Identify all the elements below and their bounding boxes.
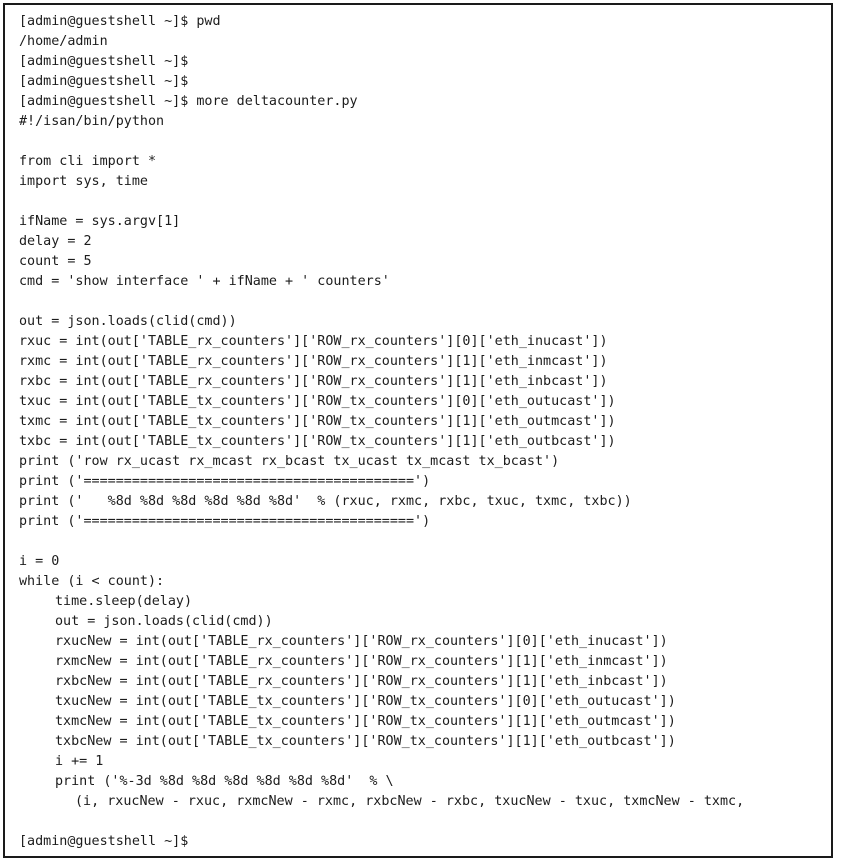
- terminal-line: i = 0: [19, 554, 60, 569]
- terminal-line: [admin@guestshell ~]$ more deltacounter.py: [19, 94, 358, 109]
- terminal-line: print ('%-3d %8d %8d %8d %8d %8d %8d' % \: [55, 774, 394, 789]
- terminal-line: [19, 132, 744, 152]
- terminal-line: while (i < count):: [19, 574, 165, 589]
- terminal-line: delay = 2: [19, 234, 92, 249]
- terminal-line: txmcNew = int(out['TABLE_tx_counters']['ROW_tx_counters'][1]['eth_outmcast']): [55, 714, 676, 729]
- terminal-line: [19, 812, 744, 832]
- terminal-line: [admin@guestshell ~]$: [19, 54, 189, 69]
- terminal-window: [3, 3, 833, 858]
- terminal-line: rxbc = int(out['TABLE_rx_counters']['ROW_rx_counters'][1]['eth_inbcast']): [19, 374, 608, 389]
- terminal-line: ifName = sys.argv[1]: [19, 214, 181, 229]
- terminal-line: txbc = int(out['TABLE_tx_counters']['ROW_tx_counters'][1]['eth_outbcast']): [19, 434, 616, 449]
- terminal-line: print ('========================================='): [19, 514, 431, 529]
- terminal-line: print ('========================================='): [19, 474, 431, 489]
- terminal-line: [19, 192, 744, 212]
- terminal-line: from cli import *: [19, 154, 157, 169]
- terminal-line: txuc = int(out['TABLE_tx_counters']['ROW_tx_counters'][0]['eth_outucast']): [19, 394, 616, 409]
- terminal-output: [19, 12, 744, 852]
- terminal-line: [admin@guestshell ~]$: [19, 834, 189, 849]
- terminal-line: out = json.loads(clid(cmd)): [55, 614, 273, 629]
- terminal-line: txbcNew = int(out['TABLE_tx_counters']['ROW_tx_counters'][1]['eth_outbcast']): [55, 734, 676, 749]
- terminal-line: [admin@guestshell ~]$ pwd: [19, 14, 221, 29]
- terminal-line: import sys, time: [19, 174, 148, 189]
- terminal-line: print ('row rx_ucast rx_mcast rx_bcast tx_ucast tx_mcast tx_bcast'): [19, 454, 560, 469]
- terminal-line: rxbcNew = int(out['TABLE_rx_counters']['ROW_rx_counters'][1]['eth_inbcast']): [55, 674, 668, 689]
- terminal-line: [19, 532, 744, 552]
- terminal-line: #!/isan/bin/python: [19, 114, 165, 129]
- terminal-line: rxuc = int(out['TABLE_rx_counters']['ROW_rx_counters'][0]['eth_inucast']): [19, 334, 608, 349]
- terminal-line: rxmcNew = int(out['TABLE_rx_counters']['ROW_rx_counters'][1]['eth_inmcast']): [55, 654, 668, 669]
- terminal-line: [admin@guestshell ~]$: [19, 74, 189, 89]
- terminal-line: out = json.loads(clid(cmd)): [19, 314, 237, 329]
- terminal-line: (i, rxucNew - rxuc, rxmcNew - rxmc, rxbcNew - rxbc, txucNew - txuc, txmcNew - txmc,: [75, 794, 745, 809]
- terminal-line: txucNew = int(out['TABLE_tx_counters']['ROW_tx_counters'][0]['eth_outucast']): [55, 694, 676, 709]
- terminal-line: [19, 292, 744, 312]
- terminal-line: txmc = int(out['TABLE_tx_counters']['ROW_tx_counters'][1]['eth_outmcast']): [19, 414, 616, 429]
- terminal-line: print (' %8d %8d %8d %8d %8d %8d' % (rxuc, rxmc, rxbc, txuc, txmc, txbc)): [19, 494, 632, 509]
- terminal-line: i += 1: [55, 754, 104, 769]
- terminal-line: /home/admin: [19, 34, 108, 49]
- terminal-line: time.sleep(delay): [55, 594, 193, 609]
- terminal-line: rxucNew = int(out['TABLE_rx_counters']['ROW_rx_counters'][0]['eth_inucast']): [55, 634, 668, 649]
- terminal-line: cmd = 'show interface ' + ifName + ' counters': [19, 274, 390, 289]
- terminal-line: count = 5: [19, 254, 92, 269]
- terminal-line: rxmc = int(out['TABLE_rx_counters']['ROW_rx_counters'][1]['eth_inmcast']): [19, 354, 608, 369]
